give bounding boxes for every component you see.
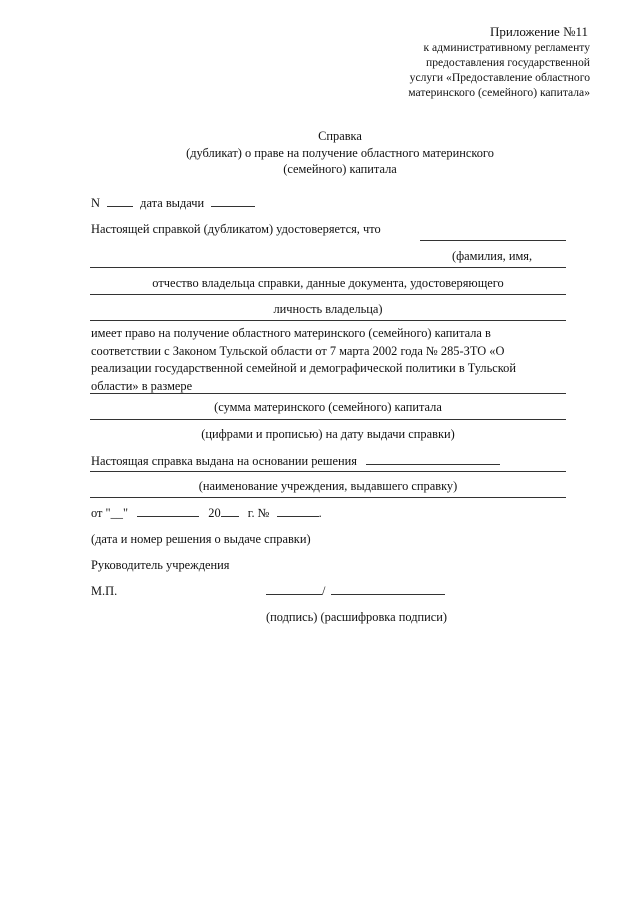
signature-row xyxy=(266,583,445,599)
hint-decision: (дата и номер решения о выдаче справки) xyxy=(91,532,311,546)
hint-name: (фамилия, имя, xyxy=(452,249,533,263)
signature-slash: / xyxy=(322,584,326,598)
right-paragraph: имеет право на получение областного материнского (семейного) капитала в соответствии с Законом Тульской области от 7 марта 2002 года № 285-ЗТО «О реализации государственной семейной и демографической политики в Тульской области» в размере xyxy=(91,326,516,393)
number-date-row xyxy=(91,195,255,211)
number-label: N xyxy=(91,196,100,210)
appendix-line-3: услуги «Предоставление областного xyxy=(409,71,590,84)
hint-institution: (наименование учреждения, выдавшего справку) xyxy=(198,479,458,493)
document-subtitle-1: (дубликат) о праве на получение областного материнского xyxy=(186,146,494,160)
stamp-label: М.П. xyxy=(91,584,118,598)
document-title: Справка xyxy=(318,129,362,143)
document-subtitle-2: (семейного) капитала xyxy=(283,162,397,176)
period: . xyxy=(318,506,322,520)
year-prefix: 20 xyxy=(208,506,221,520)
appendix-line-4: материнского (семейного) капитала» xyxy=(408,86,590,99)
rule-1 xyxy=(90,267,566,268)
issued-basis-text: Настоящая справка выдана на основании решения xyxy=(91,454,357,468)
signature-field xyxy=(266,583,322,595)
rule-4 xyxy=(90,393,566,394)
decision-field xyxy=(366,453,500,465)
appendix-line-1: к административному регламенту xyxy=(423,41,590,54)
certifies-text: Настоящей справкой (дубликатом) удостоверяется, что xyxy=(91,222,381,236)
appendix-line-2: предоставления государственной xyxy=(426,56,590,69)
issue-date-field xyxy=(211,195,255,207)
month-field xyxy=(137,505,199,517)
issued-basis-row xyxy=(91,453,500,469)
hint-identity: личность владельца) xyxy=(273,302,383,316)
rule-3 xyxy=(90,320,566,321)
hint-signature: (подпись) (расшифровка подписи) xyxy=(266,610,448,624)
appendix-title: Приложение №11 xyxy=(490,24,588,39)
number-field xyxy=(107,195,133,207)
hint-amount-2: (цифрами и прописью) на дату выдачи справки) xyxy=(201,427,455,441)
year-suffix: г. № xyxy=(247,506,270,520)
rule-7 xyxy=(90,497,566,498)
signature-transcript-field xyxy=(331,583,445,595)
from-label: от "__" xyxy=(91,506,129,520)
decision-number-field xyxy=(277,505,319,517)
rule-2 xyxy=(90,294,566,295)
hint-amount: (сумма материнского (семейного) капитала xyxy=(214,400,442,414)
rule-6 xyxy=(90,471,566,472)
issue-date-label: дата выдачи xyxy=(140,196,205,210)
decision-date-row xyxy=(91,505,322,521)
rule-5 xyxy=(90,419,566,420)
hint-patronymic: отчество владельца справки, данные документа, удостоверяющего xyxy=(152,276,504,290)
name-field-line xyxy=(420,240,566,241)
head-label: Руководитель учреждения xyxy=(91,558,230,572)
year-field xyxy=(221,505,239,517)
